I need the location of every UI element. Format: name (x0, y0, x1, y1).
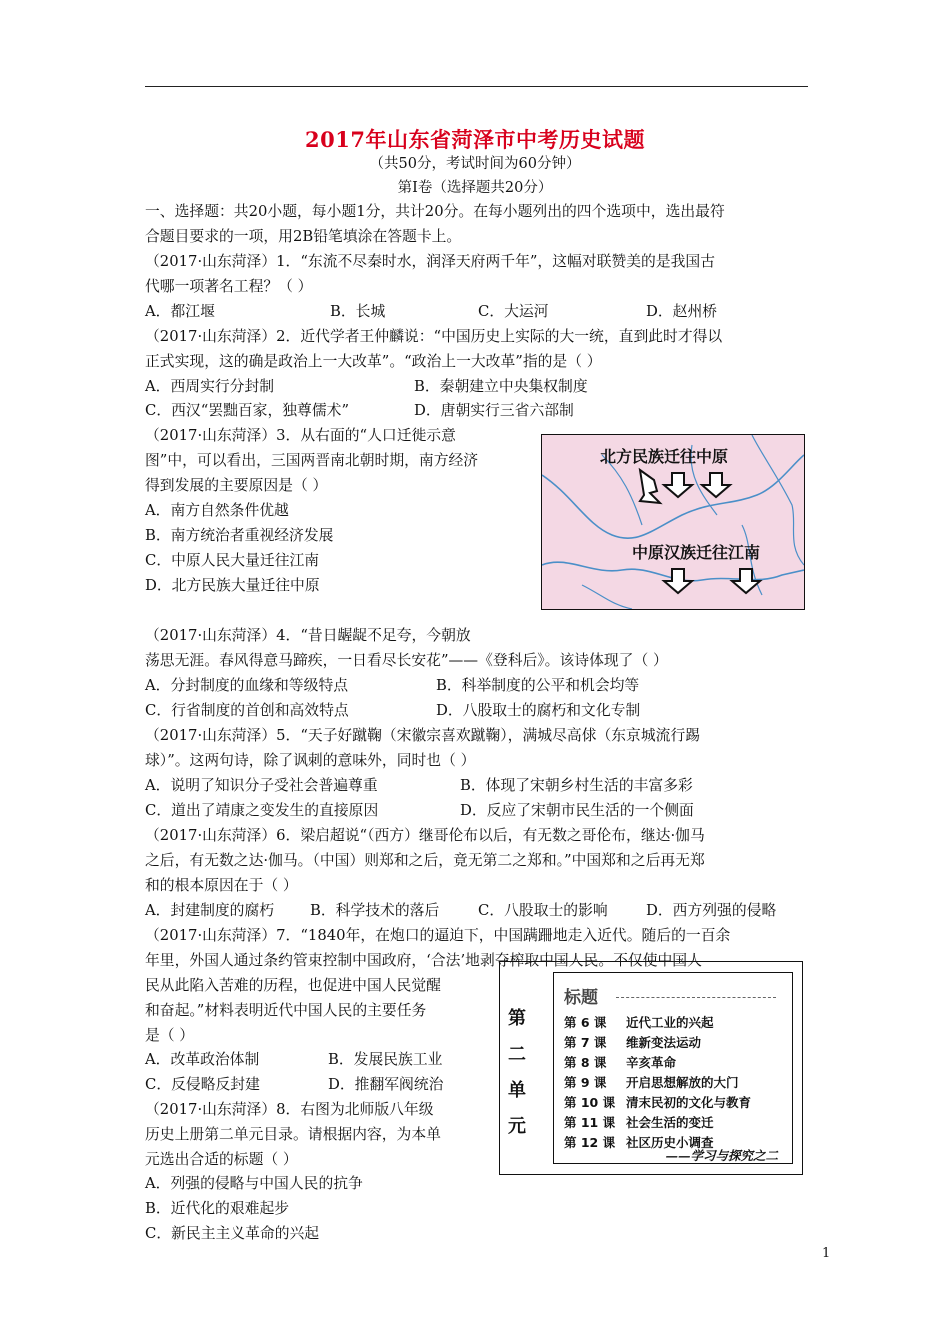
q1-option-d: D．赵州桥 (646, 303, 718, 320)
toc-row (564, 1013, 714, 1031)
subtitle: （共50分，考试时间为60分钟） (369, 156, 581, 172)
q4-stem: 荡思无涯。春风得意马蹄疾，一日看尽长安花”——《登科后》。该诗体现了（ ） (145, 652, 668, 669)
q7-stem: （2017·山东菏泽）7．“1840年，在炮口的逼迫下，中国蹒跚地走入近代。随后的一百余 (145, 927, 731, 944)
lesson-name: 辛亥革命 (626, 1055, 677, 1070)
toc-unit-label (500, 962, 540, 1174)
toc-footer: ——学习与探究之二 (665, 1148, 778, 1163)
q2-stem: （2017·山东菏泽）2．近代学者王仲麟说：“中国历史上实际的大一统，直到此时才得以 (145, 328, 723, 345)
q6-option-c: C．八股取士的影响 (478, 902, 608, 919)
q8-stem: （2017·山东菏泽）8．右图为北师版八年级 (145, 1101, 434, 1118)
q3-stem: 得到发展的主要原因是（ ） (145, 477, 328, 494)
lesson-no: 第 9 课 (564, 1075, 607, 1090)
q5-stem: （2017·山东菏泽）5．“天子好蹴鞠（宋徽宗喜欢蹴鞠），满城尽高俅（东京城流行踢 (145, 727, 701, 744)
q8-stem: 元选出合适的标题（ ） (145, 1151, 298, 1168)
section-heading: 第Ⅰ卷（选择题共20分） (397, 180, 553, 196)
q6-option-b: B．科学技术的落后 (310, 902, 440, 919)
q7-stem: 年里，外国人通过条约管束控制中国政府，‘合法’地剥夺榨取中国人民。不仅使中国人 (145, 952, 702, 969)
toc-side-char: 第 (508, 1008, 526, 1029)
lesson-name: 近代工业的兴起 (626, 1015, 714, 1030)
q7-stem: 和奋起。”材料表明近代中国人民的主要任务 (145, 1002, 427, 1019)
q3-stem: 图”中，可以看出，三国两晋南北朝时期，南方经济 (145, 452, 479, 469)
toc-panel (553, 972, 793, 1164)
q4-option-c: C．行省制度的首创和高效特点 (145, 702, 349, 719)
q5-option-d: D．反应了宋朝市民生活的一个侧面 (460, 802, 694, 819)
map-label-south: 中原汉族迁往江南 (632, 543, 761, 562)
q2-option-b: B．秦朝建立中央集权制度 (414, 378, 588, 395)
unit-toc (499, 961, 803, 1175)
toc-row (564, 1033, 701, 1051)
q1-option-c: C．大运河 (478, 303, 549, 320)
q8-stem: 历史上册第二单元目录。请根据内容，为本单 (145, 1126, 441, 1143)
toc-side-char: 元 (508, 1116, 526, 1137)
q3-option-a: A．南方自然条件优越 (145, 502, 289, 519)
toc-side-char: 二 (508, 1044, 526, 1065)
lesson-name: 社会生活的变迁 (626, 1115, 714, 1130)
lesson-name: 清末民初的文化与教育 (626, 1095, 752, 1110)
q2-option-a: A．西周实行分封制 (145, 378, 275, 395)
q6-option-d: D．西方列强的侵略 (646, 902, 777, 919)
lesson-no: 第 7 课 (564, 1035, 607, 1050)
q6-stem: （2017·山东菏泽）6．梁启超说“（西方）继哥伦布以后，有无数之哥伦布，继达·伽马 (145, 827, 705, 844)
toc-row (564, 1053, 676, 1071)
lesson-no: 第 8 课 (564, 1055, 607, 1070)
q6-stem: 和的根本原因在于（ ） (145, 877, 298, 894)
q4-stem: （2017·山东菏泽）4．“昔日龌龊不足夸，今朝放 (145, 627, 471, 644)
q6-option-a: A．封建制度的腐朽 (145, 902, 275, 919)
page-number: 1 (822, 1246, 831, 1261)
q5-stem: 球）”。这两句诗，除了讽刺的意味外，同时也（ ） (145, 752, 476, 769)
lesson-name: 维新变法运动 (626, 1035, 702, 1050)
q1-stem: 代哪一项著名工程？（ ） (145, 278, 313, 295)
q1-option-b: B．长城 (330, 303, 386, 320)
q8-option-b: B．近代化的艰难起步 (145, 1200, 290, 1217)
q7-option-c: C．反侵略反封建 (145, 1076, 260, 1093)
header-rule (145, 86, 808, 87)
q2-option-d: D．唐朝实行三省六部制 (414, 402, 574, 419)
q5-option-a: A．说明了知识分子受社会普遍尊重 (145, 777, 378, 794)
instruction-line: 合题目要求的一项，用2B铅笔填涂在答题卡上。 (145, 228, 462, 245)
lesson-no: 第 12 课 (564, 1135, 616, 1150)
toc-blank (616, 997, 776, 998)
q7-stem: 是（ ） (145, 1027, 195, 1044)
q3-stem: （2017·山东菏泽）3．从右面的“人口迁徙示意 (145, 427, 456, 444)
q4-option-b: B．科举制度的公平和机会均等 (436, 677, 640, 694)
migration-map (541, 434, 805, 610)
q7-stem: 民从此陷入苦难的历程，也促进中国人民觉醒 (145, 977, 441, 994)
page-title: 2017年山东省菏泽市中考历史试题 (305, 127, 645, 152)
q3-option-b: B．南方统治者重视经济发展 (145, 527, 334, 544)
toc-row (564, 1073, 739, 1091)
toc-side-char: 单 (508, 1080, 526, 1101)
toc-row (564, 1113, 714, 1131)
q3-option-d: D．北方民族大量迁往中原 (145, 577, 320, 594)
q6-stem: 之后，有无数之达·伽马。（中国）则郑和之后，竟无第二之郑和。”中国郑和之后再无郑 (145, 852, 705, 869)
toc-heading: 标题 (564, 988, 598, 1008)
q4-option-d: D．八股取士的腐朽和文化专制 (436, 702, 641, 719)
q2-option-c: C．西汉“罢黜百家，独尊儒术” (145, 402, 350, 419)
q5-option-b: B．体现了宋朝乡村生活的丰富多彩 (460, 777, 693, 794)
q8-option-c: C．新民主主义革命的兴起 (145, 1225, 320, 1242)
q7-option-d: D．推翻军阀统治 (328, 1076, 444, 1093)
toc-row (564, 1093, 751, 1111)
q7-option-a: A．改革政治体制 (145, 1051, 260, 1068)
q3-option-c: C．中原人民大量迁往江南 (145, 552, 320, 569)
lesson-name: 社区历史小调查 (626, 1135, 714, 1150)
lesson-no: 第 11 课 (564, 1115, 616, 1130)
q5-option-c: C．道出了靖康之变发生的直接原因 (145, 802, 379, 819)
lesson-name: 开启思想解放的大门 (626, 1075, 739, 1090)
instruction-line: 一、选择题：共20小题，每小题1分，共计20分。在每小题列出的四个选项中，选出最符 (145, 203, 725, 220)
lesson-no: 第 10 课 (564, 1095, 616, 1110)
q4-option-a: A．分封制度的血缘和等级特点 (145, 677, 349, 694)
q8-option-a: A．列强的侵略与中国人民的抗争 (145, 1175, 363, 1192)
map-label-north: 北方民族迁往中原 (600, 447, 729, 466)
q7-option-b: B．发展民族工业 (328, 1051, 443, 1068)
q1-stem: （2017·山东菏泽）1．“东流不尽秦时水，润泽天府两千年”，这幅对联赞美的是我国古 (145, 253, 716, 270)
q1-option-a: A．都江堰 (145, 303, 215, 320)
lesson-no: 第 6 课 (564, 1015, 607, 1030)
q2-stem: 正式实现，这的确是政治上一大改革”。“政治上一大改革”指的是（ ） (145, 353, 602, 370)
